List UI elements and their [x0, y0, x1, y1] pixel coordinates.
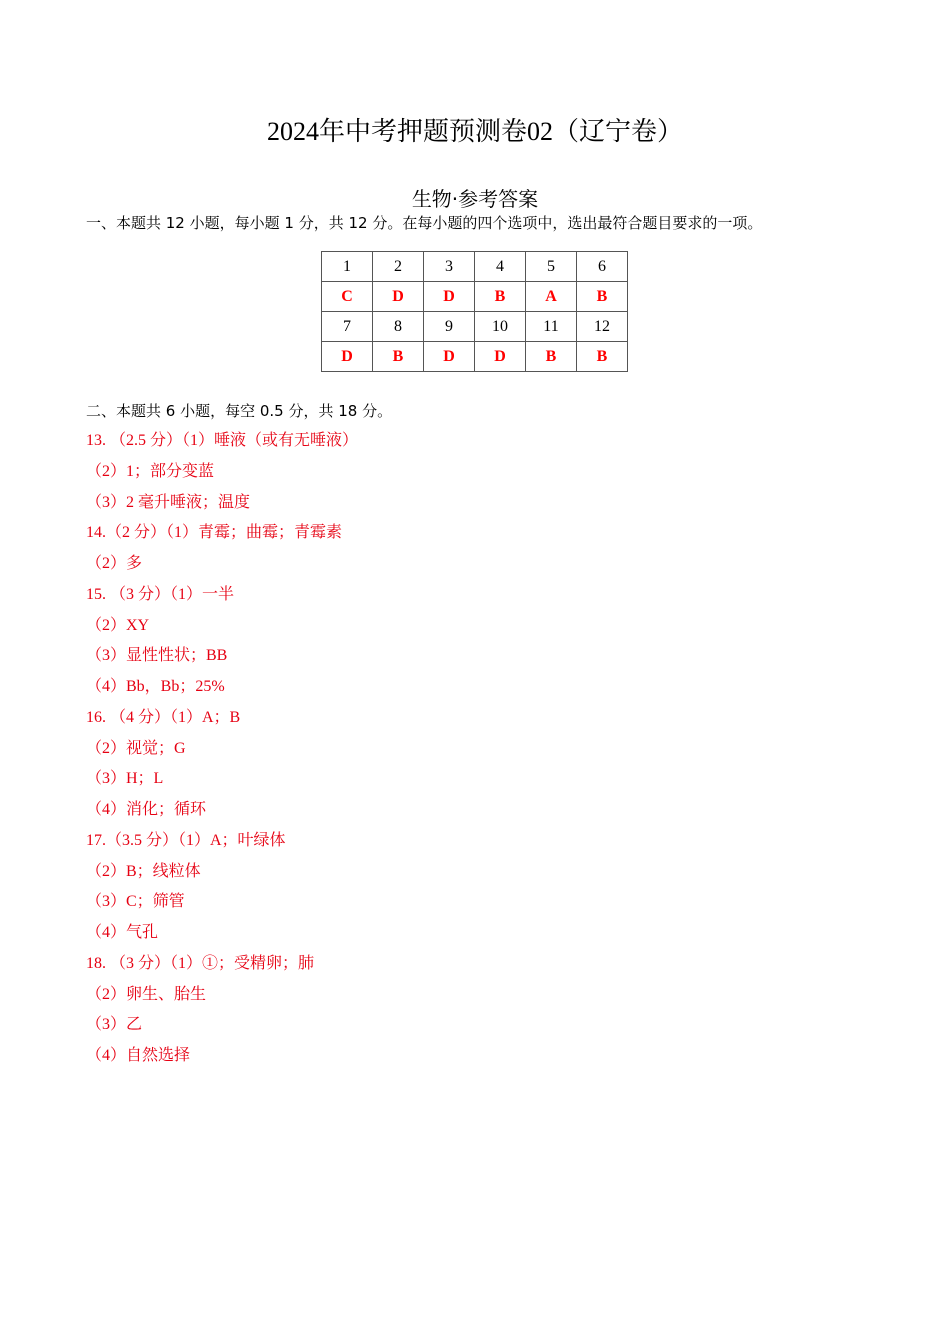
question-number: 3 — [424, 252, 475, 282]
list-item: （3）2 毫升唾液；温度 — [86, 493, 251, 511]
table-row-answers-1 — [322, 282, 628, 312]
question-number: 2 — [373, 252, 424, 282]
list-item: （2）视觉；G — [86, 739, 186, 757]
answer-cell: A — [526, 282, 577, 312]
list-item: （3）显性性状；BB — [86, 647, 228, 665]
table-row-numbers-1 — [322, 252, 628, 282]
answer-cell: D — [475, 342, 526, 372]
question-number: 10 — [475, 312, 526, 342]
question-number: 9 — [424, 312, 475, 342]
section2-heading: 二、本题共 6 小题，每空 0.5 分，共 18 分。 — [86, 402, 393, 420]
list-item: （2）1；部分变蓝 — [86, 462, 215, 480]
answer-cell: D — [322, 342, 373, 372]
table-row-numbers-2 — [322, 312, 628, 342]
question-number: 11 — [526, 312, 577, 342]
answer-cell: B — [577, 342, 628, 372]
list-item: （4）Bb，Bb；25% — [86, 678, 225, 695]
answer-cell: B — [475, 282, 526, 312]
list-item: 14.（2 分）（1）青霉；曲霉；青霉素 — [86, 524, 343, 542]
question-number: 5 — [526, 252, 577, 282]
list-item: 18. （3 分）（1）①；受精卵；肺 — [86, 954, 315, 972]
answer-cell: B — [373, 342, 424, 372]
page-subtitle: 生物·参考答案 — [411, 187, 539, 211]
list-item: （2）卵生、胎生 — [86, 985, 207, 1003]
answer-cell: B — [526, 342, 577, 372]
list-item: （4）自然选择 — [86, 1047, 191, 1064]
list-item: （4）消化；循环 — [86, 801, 207, 818]
list-item: 13. （2.5 分）（1）唾液（或有无唾液） — [86, 432, 359, 449]
answer-list — [86, 430, 358, 1076]
page-title: 2024年中考押题预测卷02（辽宁卷） — [266, 117, 683, 146]
list-item: （3）H；L — [86, 770, 164, 788]
answer-cell: B — [577, 282, 628, 312]
list-item: （3）C；筛管 — [86, 893, 185, 911]
list-item: （2）XY — [86, 616, 150, 634]
answer-cell: D — [424, 282, 475, 312]
question-number: 1 — [322, 252, 373, 282]
list-item: （3）乙 — [86, 1016, 143, 1034]
list-item: 15. （3 分）（1）一半 — [86, 585, 235, 603]
question-number: 4 — [475, 252, 526, 282]
list-item: （2）B；线粒体 — [86, 862, 201, 880]
answer-cell: D — [373, 282, 424, 312]
question-number: 6 — [577, 252, 628, 282]
answer-table — [321, 251, 628, 372]
list-item: 16. （4 分）（1）A；B — [86, 708, 241, 726]
question-number: 12 — [577, 312, 628, 342]
section1-heading: 一、本题共 12 小题，每小题 1 分，共 12 分。在每小题的四个选项中，选出最符合题目要求的一项。 — [86, 214, 763, 232]
table-row-answers-2 — [322, 342, 628, 372]
list-item: （2）多 — [86, 555, 143, 572]
answer-cell: C — [322, 282, 373, 312]
question-number: 8 — [373, 312, 424, 342]
list-item: 17.（3.5 分）（1）A；叶绿体 — [86, 831, 286, 849]
question-number: 7 — [322, 312, 373, 342]
answer-cell: D — [424, 342, 475, 372]
list-item: （4）气孔 — [86, 924, 159, 941]
